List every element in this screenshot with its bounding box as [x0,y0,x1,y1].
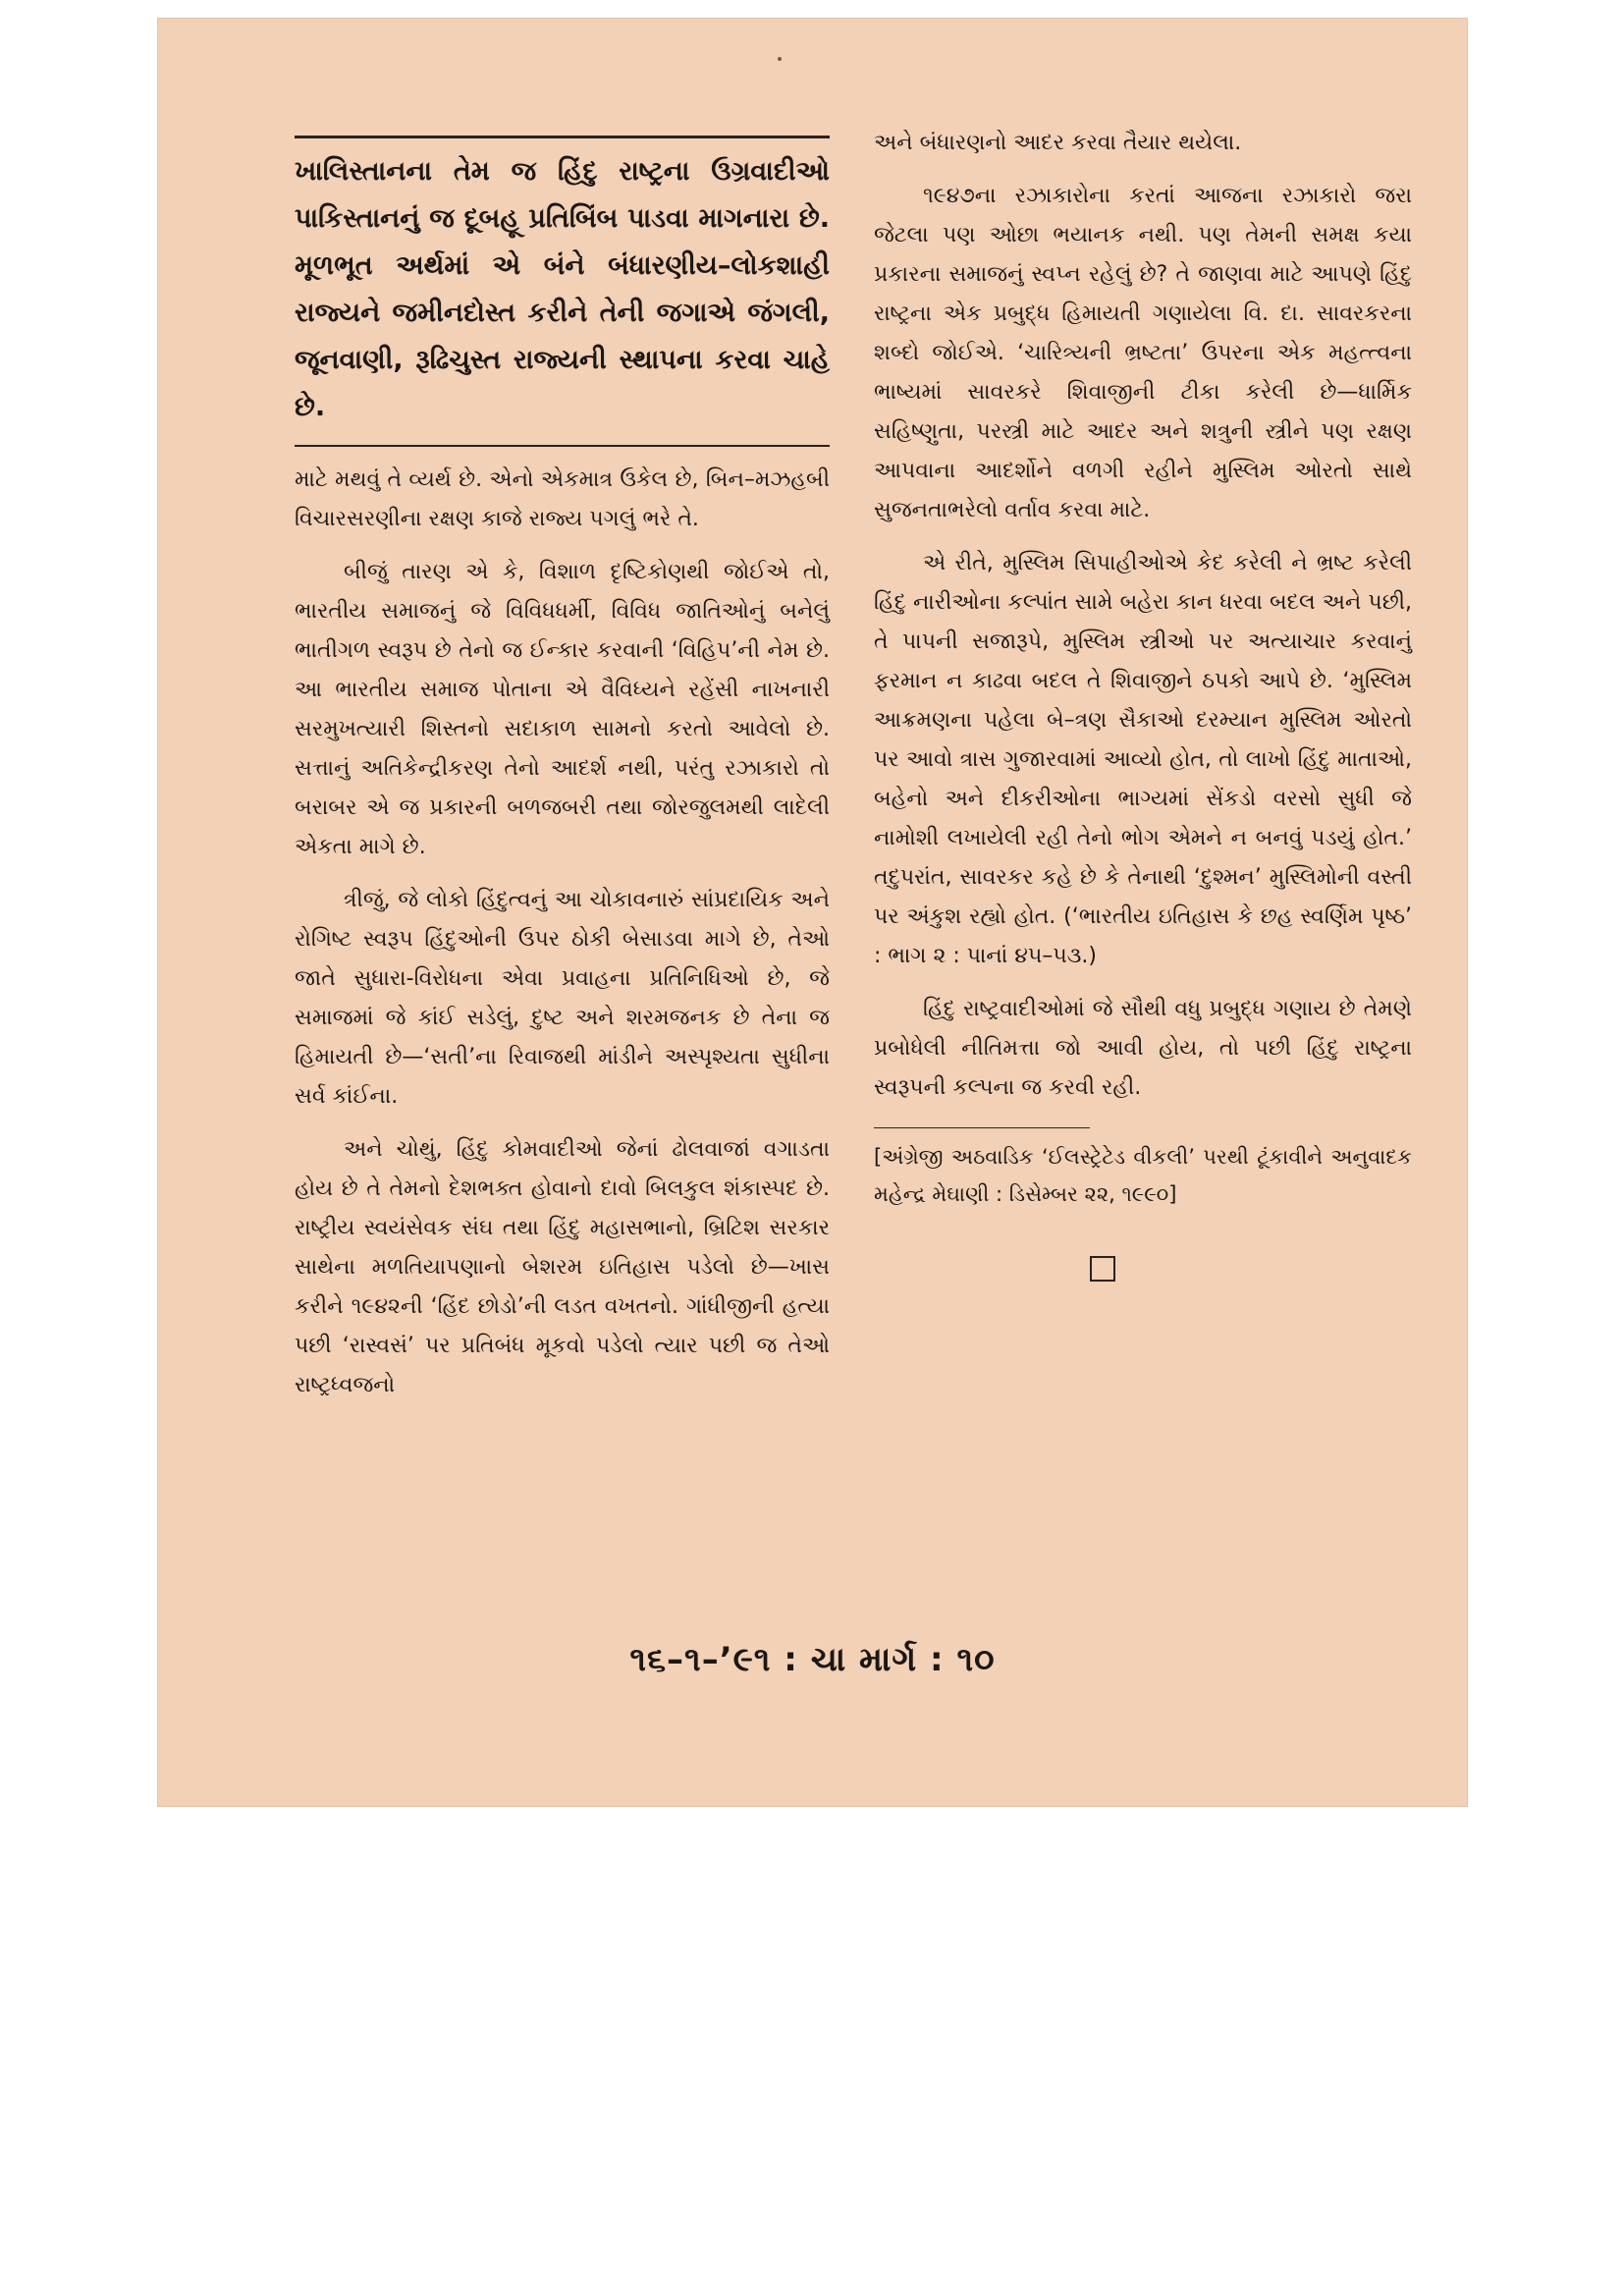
left-paragraph-2: બીજું તારણ એ કે, વિશાળ દૃષ્ટિકોણથી જોઈએ તો, ભારતીય સમાજનું જે વિવિધધર્મી, વિવિધ જાતિઓનું બનેલું ભાતીગળ સ્વરૂપ છે તેનો જ ઈન્કાર કરવાની ‘વિહિપ’ની નેમ છે. આ ભારતીય સમાજ પોતાના એ વૈવિધ્યને રહેંસી નાખનારી સરમુખત્યારી શિસ્તનો સદાકાળ સામનો કરતો આવેલો છે. સત્તાનું અતિકેન્દ્રીકરણ તેનો આદર્શ નથી, પરંતુ રઝાકારો તો બરાબર એ જ પ્રકારની બળજબરી તથા જોરજુલમથી લાદેલી એકતા માગે છે. [295,560,830,859]
right-paragraph-2: ૧૯૪૭ના રઝાકારોના કરતાં આજના રઝાકારો જરા જેટલા પણ ઓછા ભયાનક નથી. પણ તેમની સમક્ષ કયા પ્રકારના સમાજનું સ્વપ્ન રહેલું છે? તે જાણવા માટે આપણે હિંદુ રાષ્ટ્રના એક પ્રબુદ્ધ હિમાયતી ગણાયેલા વિ. દા. સાવરકરના શબ્દો જોઈએ. ‘ચારિત્ર્યની ભ્રષ્ટતા’ ઉપરના એક મહત્ત્વના ભાષ્યમાં સાવરકરે શિવાજીની ટીકા કરેલી છે—ધાર્મિક સહિષ્ણુતા, પરસ્ત્રી માટે આદર અને શત્રુની સ્ત્રીને પણ રક્ષણ આપવાના આદર્શોને વળગી રહીને મુસ્લિમ ઓરતો સાથે સુજનતાભરેલો વર્તાવ કરવા માટે. [874,184,1412,522]
pull-quote-top-rule [295,136,830,138]
right-column [874,124,1412,1282]
magazine-page [157,18,1468,1807]
right-paragraph-1: અને બંધારણનો આદર કરવા તૈયાર થયેલા. [874,131,1242,155]
left-paragraph-1: માટે મથવું તે વ્યર્થ છે. એનો એકમાત્ર ઉકેલ છે, બિન–મઝહબી વિચારસરણીના રક્ષણ કાજે રાજ્ય પગલું ભરે તે. [295,467,830,531]
end-of-article-box-icon [1090,1256,1115,1282]
pull-quote-bottom-rule [295,445,830,447]
speck-mark [778,57,782,61]
left-paragraph-3: ત્રીજું, જે લોકો હિંદુત્વનું આ ચોકાવનારું સાંપ્રદાયિક અને રોગિષ્ટ સ્વરૂપ હિંદુઓની ઉપર ઠોકી બેસાડવા માગે છે, તેઓ જાતે સુધારા-વિરોધના એવા પ્રવાહના પ્રતિનિધિઓ છે, જે સમાજમાં જે કાંઈ સડેલું, દુષ્ટ અને શરમજનક છે તેના જ હિમાયતી છે—‘સતી’ના રિવાજથી માંડીને અસ્પૃશ્યતા સુધીના સર્વ કાંઈના. [295,888,830,1109]
source-note: [અંગ્રેજી અઠવાડિક ‘ઈલસ્ટ્રેટેડ વીકલી’ પરથી ટૂંકાવીને અનુવાદક મહેન્દ્ર મેઘાણી : ડિસેમ્બર ૨૨, ૧૯૯૦] [874,1145,1412,1206]
right-paragraph-4: હિંદુ રાષ્ટ્રવાદીઓમાં જે સૌથી વધુ પ્રબુદ્ધ ગણાય છે તેમણે પ્રબોધેલી નીતિમત્તા જો આવી હોય, તો પછી હિંદુ રાષ્ટ્રના સ્વરૂપની કલ્પના જ કરવી રહી. [874,997,1412,1100]
right-paragraph-3: એ રીતે, મુસ્લિમ સિપાહીઓએ કેદ કરેલી ને ભ્રષ્ટ કરેલી હિંદુ નારીઓના કલ્પાંત સામે બહેરા કાન ધરવા બદલ અને પછી, તે પાપની સજારૂપે, મુસ્લિમ સ્ત્રીઓ પર અત્યાચાર કરવાનું ફરમાન ન કાઢવા બદલ તે શિવાજીને ઠપકો આપે છે. ‘મુસ્લિમ આક્રમણના પહેલા બે–ત્રણ સૈકાઓ દરમ્યાન મુસ્લિમ ઓરતો પર આવો ત્રાસ ગુજારવામાં આવ્યો હોત, તો લાખો હિંદુ માતાઓ, બહેનો અને દીકરીઓના ભાગ્યમાં સેંકડો વરસો સુધી જે નામોશી લખાયેલી રહી તેનો ભોગ એમને ન બનવું પડયું હોત.’ તદુપરાંત, સાવરકર કહે છે કે તેનાથી ‘દુશ્મન’ મુસ્લિમોની વસ્તી પર અંકુશ રહ્યો હોત. (‘ભારતીય ઇતિહાસ કે છહ સ્વર્ણિમ પૃષ્ઠ’ : ભાગ ૨ : પાનાં ૪૫–૫૩.) [874,551,1412,968]
page-footer: ૧૬–૧–’૯૧ : ચા માર્ગ : ૧૦ [629,1640,996,1679]
source-divider [874,1127,1090,1128]
pull-quote: ખાલિસ્તાનના તેમ જ હિંદુ રાષ્ટ્રના ઉગ્રવાદીઓ પાકિસ્તાનનું જ દૂબહૂ પ્રતિબિંબ પાડવા માગનારા છે. મૂળભૂત અર્થમાં એ બંને બંધારણીય–લોકશાહી રાજ્યને જમીનદોસ્ત કરીને તેની જગાએ જંગલી, જૂનવાણી, રૂઢિચુસ્ત રાજ્યની સ્થાપના કરવા ચાહે છે. [295,156,830,422]
left-paragraph-4: અને ચોથું, હિંદુ કોમવાદીઓ જેનાં ઢોલવાજાં વગાડતા હોય છે તે તેમનો દેશભક્ત હોવાનો દાવો બિલકુલ શંકાસ્પદ છે. રાષ્ટ્રીય સ્વયંસેવક સંઘ તથા હિંદુ મહાસભાનો, બ્રિટિશ સરકાર સાથેના મળતિયાપણાનો બેશરમ ઇતિહાસ પડેલો છે—ખાસ કરીને ૧૯૪૨ની ‘હિંદ છોડો’ની લડત વખતનો. ગાંધીજીની હત્યા પછી ‘રાસ્વસં’ પર પ્રતિબંધ મૂકવો પડેલો ત્યાર પછી જ તેઓ રાષ્ટ્રધ્વજનો [295,1137,830,1397]
left-column [295,136,830,1419]
